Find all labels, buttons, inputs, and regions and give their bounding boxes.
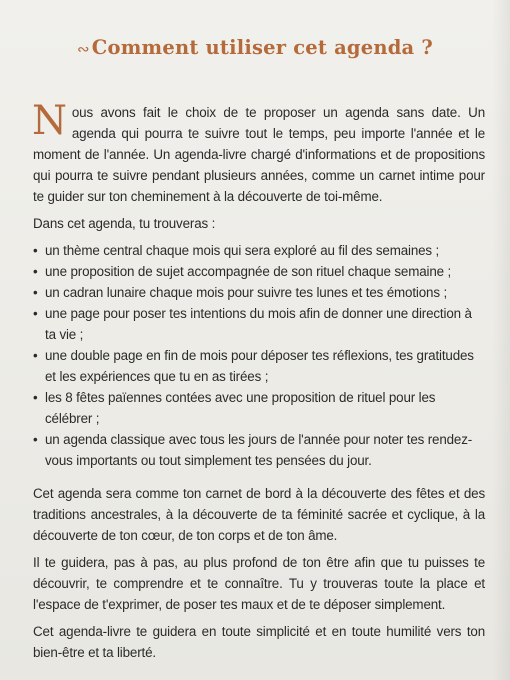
page-title-text: Comment utiliser cet agenda ? xyxy=(91,36,434,59)
list-item xyxy=(33,282,485,303)
list-item-text: un agenda classique avec tous les jours de l'année pour noter tes rendez-vous importants ou tout simplement tes pensées du jour. xyxy=(45,432,473,468)
list-item xyxy=(33,345,485,387)
list-item-text: une double page en fin de mois pour déposer tes réflexions, tes gratitudes et les expériences que tu en as tirées ; xyxy=(45,348,474,384)
list-intro: Dans cet agenda, tu trouveras : xyxy=(33,216,216,231)
list-item xyxy=(33,261,485,282)
list-item-text: un thème central chaque mois qui sera exploré au fil des semaines ; xyxy=(45,243,440,258)
intro-paragraph xyxy=(32,98,485,207)
list-item xyxy=(33,387,485,429)
paragraph-guide: Il te guidera, pas à pas, au plus profond de ton être afin que tu puisses te découvrir, te comprendre et te connaître. Tu y trouveras toute la place et l'espace de t'exprimer, de poser tes maux et de te déposer simplement. xyxy=(33,555,485,612)
paragraph-logbook: Cet agenda sera comme ton carnet de bord à la découverte des fêtes et des traditions ancestrales, à la découverte de ta féminité sacrée et cyclique, à la découverte de ton cœur, de ton corps et de ton âme. xyxy=(33,486,485,543)
list-item-text: les 8 fêtes païennes contées avec une proposition de rituel pour les célébrer ; xyxy=(45,390,436,426)
page-title xyxy=(0,36,510,59)
bullet-icon: • xyxy=(33,285,38,300)
list-item-text: un cadran lunaire chaque mois pour suivre tes lunes et tes émotions ; xyxy=(45,285,448,300)
paragraph-closing: Cet agenda-livre te guidera en toute simplicité et en toute humilité vers ton bien-être et ta liberté. xyxy=(33,624,485,660)
list-item xyxy=(33,303,485,345)
bullet-icon: • xyxy=(33,432,38,447)
drop-cap: N xyxy=(32,98,67,144)
bullet-icon: • xyxy=(33,348,38,363)
bullet-icon: • xyxy=(33,306,38,321)
intro-text: ous avons fait le choix de te proposer un agenda sans date. Un agenda qui pourra te suivre tout le temps, peu importe l'année et le moment de l'année. Un agenda-livre chargé d'informations et de propositions qui pourra te suivre pendant plusieurs années, comme un carnet intime pour te guider sur ton cheminement à la découverte de toi-même. xyxy=(33,105,485,204)
list-item xyxy=(33,240,485,261)
flourish-ornament: ∾ xyxy=(76,40,90,58)
list-item-text: une proposition de sujet accompagnée de son rituel chaque semaine ; xyxy=(45,264,452,279)
bullet-icon: • xyxy=(33,264,38,279)
bullet-icon: • xyxy=(33,243,38,258)
feature-list xyxy=(33,240,485,471)
list-item-text: une page pour poser tes intentions du mois afin de donner une direction à ta vie ; xyxy=(45,306,472,342)
page-body xyxy=(32,98,485,669)
list-item xyxy=(33,429,485,471)
bullet-icon: • xyxy=(33,390,38,405)
